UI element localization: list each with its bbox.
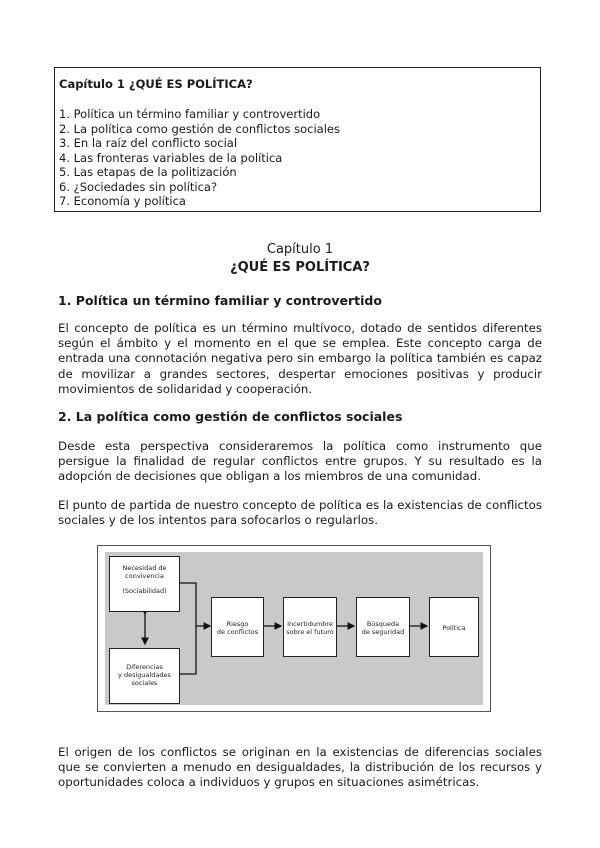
chapter-title: ¿QUÉ ES POLÍTICA? bbox=[230, 260, 370, 275]
box-politica-line: Política bbox=[442, 624, 466, 632]
section-2-paragraph-3: El origen de los conflictos se originan en la existencias de diferencias sociales que se convierten a menudo en desigualdades, la distribución de los recursos y oportunidades coloca a individuos y grupos en situaciones asimétricas. bbox=[58, 745, 542, 790]
box-busqueda bbox=[356, 597, 410, 657]
box-incertidumbre bbox=[283, 597, 337, 657]
section-2-paragraph-2: El punto de partida de nuestro concepto de política es la existencias de conflictos sociales y de los intentos para sofocarlos o regularlos. bbox=[58, 498, 542, 528]
box-sociabilidad bbox=[109, 556, 180, 612]
toc-item[interactable]: 4. Las fronteras variables de la política bbox=[59, 150, 283, 165]
box-busqueda-line: de seguridad bbox=[361, 628, 405, 636]
box-sociabilidad-line: (Sociabilidad) bbox=[122, 587, 167, 595]
box-sociabilidad-line: convivencia bbox=[125, 572, 164, 580]
box-politica bbox=[429, 597, 479, 657]
box-diferencias bbox=[109, 648, 180, 704]
toc-item[interactable]: 1. Política un término familiar y controvertido bbox=[59, 107, 321, 121]
chapter-number: Capítulo 1 bbox=[266, 242, 334, 257]
box-diferencias-line: sociales bbox=[131, 679, 158, 687]
box-diferencias-line: Diferencias bbox=[126, 663, 163, 671]
table-of-contents bbox=[54, 67, 541, 212]
box-riesgo-line: de conflictos bbox=[216, 628, 259, 636]
toc-item[interactable]: 6. ¿Sociedades sin política? bbox=[59, 179, 218, 194]
toc-item[interactable]: 7. Economía y política bbox=[59, 194, 186, 208]
toc-title: Capítulo 1 ¿QUÉ ES POLÍTICA? bbox=[59, 77, 253, 91]
arrow-sociabilidad-riesgo bbox=[180, 583, 210, 626]
box-riesgo bbox=[211, 597, 264, 657]
box-incertidumbre-line: sobre el futuro bbox=[286, 628, 334, 636]
conflict-diagram bbox=[97, 545, 491, 712]
section-2-paragraph-1: Desde esta perspectiva consideraremos la política como instrumento que persigue la finalidad de regular conflictos entre grupos. Y su resultado es la adopción de decisiones que obligan a los miembros de una comunidad. bbox=[58, 439, 542, 484]
section-1-heading: 1. Política un término familiar y controvertido bbox=[58, 293, 382, 308]
box-incertidumbre-line: Incertidumbre bbox=[287, 620, 333, 628]
toc-list bbox=[59, 107, 340, 209]
box-busqueda-line: Búsqueda bbox=[366, 620, 400, 628]
box-riesgo-line: Riesgo bbox=[226, 620, 249, 628]
box-diferencias-line: y desigualdades bbox=[118, 671, 171, 679]
section-1-paragraph: El concepto de política es un término multívoco, dotado de sentidos diferentes según el ámbito y el momento en el que se emplea. Este concepto carga de entrada una connotación negativa pero sin embargo la política también es capaz de movilizar a grandes sectores, despertar emociones positivas y producir movimientos de solidaridad y cooperación. bbox=[58, 321, 542, 396]
toc-item[interactable]: 5. Las etapas de la politización bbox=[59, 165, 237, 179]
toc-item[interactable]: 3. En la raíz del conflicto social bbox=[59, 136, 238, 150]
arrow-diferencias-riesgo bbox=[180, 626, 196, 674]
section-2-heading: 2. La política como gestión de conflictos sociales bbox=[58, 409, 403, 424]
box-sociabilidad-line: Necesidad de bbox=[122, 564, 167, 572]
toc-item[interactable]: 2. La política como gestión de conflictos sociales bbox=[59, 121, 340, 136]
